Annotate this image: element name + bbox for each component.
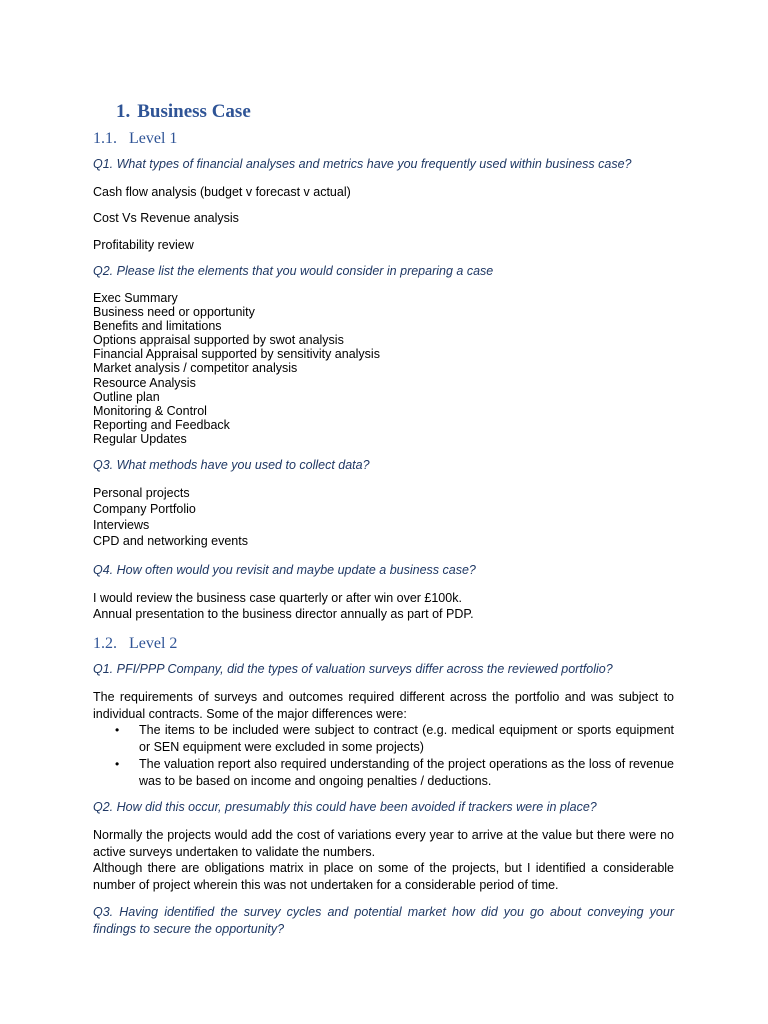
list-item: Monitoring & Control bbox=[93, 403, 207, 418]
list-item: Reporting and Feedback bbox=[93, 417, 230, 432]
level1-heading bbox=[93, 130, 177, 148]
bullet-icon: • bbox=[115, 757, 120, 771]
list-item: Regular Updates bbox=[93, 431, 187, 446]
level1-number: 1.1. bbox=[93, 130, 117, 147]
list-item: Company Portfolio bbox=[93, 502, 196, 516]
answer-line: I would review the business case quarterly or after win over £100k. bbox=[93, 591, 462, 605]
bullet-icon: • bbox=[115, 723, 120, 737]
section-number: 1. bbox=[116, 101, 131, 122]
section-title: Business Case bbox=[137, 101, 251, 122]
l1-q2-element-list bbox=[93, 291, 380, 446]
l2-q2-answer bbox=[93, 827, 674, 893]
bullet-text: The items to be included were subject to contract (e.g. medical equipment or sports equipment or SEN equipment were excluded in some projects) bbox=[139, 723, 674, 754]
level2-title: Level 2 bbox=[129, 635, 178, 652]
l1-q4-question: Q4. How often would you revisit and maybe update a business case? bbox=[93, 563, 476, 577]
list-item: CPD and networking events bbox=[93, 534, 248, 548]
list-item: Options appraisal supported by swot analysis bbox=[93, 333, 344, 348]
l1-q4-answer bbox=[93, 590, 474, 622]
list-item: Benefits and limitations bbox=[93, 319, 222, 334]
answer-line: Annual presentation to the business director annually as part of PDP. bbox=[93, 607, 474, 621]
l2-q1-question: Q1. PFI/PPP Company, did the types of valuation surveys differ across the reviewed portfolio? bbox=[93, 662, 613, 676]
l2-q2-question: Q2. How did this occur, presumably this could have been avoided if trackers were in place? bbox=[93, 800, 597, 814]
level2-heading bbox=[93, 635, 177, 653]
l1-q1-answer: Profitability review bbox=[93, 238, 194, 252]
answer-paragraph: Normally the projects would add the cost of variations every year to arrive at the value but there were no active surveys undertaken to validate the numbers. bbox=[93, 828, 674, 859]
bullet-item bbox=[93, 722, 674, 755]
l1-q3-question: Q3. What methods have you used to collect data? bbox=[93, 458, 370, 472]
l2-q1-bullet-list bbox=[93, 722, 674, 790]
l2-q1-intro: The requirements of surveys and outcomes required different across the portfolio and was subject to individual contracts. Some of the major differences were: bbox=[93, 690, 674, 721]
list-item: Financial Appraisal supported by sensitivity analysis bbox=[93, 347, 380, 362]
l1-q1-answer: Cost Vs Revenue analysis bbox=[93, 211, 239, 225]
bullet-text: The valuation report also required understanding of the project operations as the loss of revenue was to be based on income and ongoing penalties / deductions. bbox=[139, 757, 674, 788]
l1-q1-answer: Cash flow analysis (budget v forecast v actual) bbox=[93, 185, 351, 199]
list-item: Business need or opportunity bbox=[93, 305, 255, 320]
section-heading bbox=[116, 101, 251, 123]
list-item: Market analysis / competitor analysis bbox=[93, 361, 298, 376]
list-item: Personal projects bbox=[93, 486, 190, 500]
bullet-item bbox=[93, 756, 674, 789]
l1-q1-question: Q1. What types of financial analyses and metrics have you frequently used within business case? bbox=[93, 157, 632, 171]
level2-number: 1.2. bbox=[93, 635, 117, 652]
list-item: Outline plan bbox=[93, 389, 160, 404]
l1-q2-question: Q2. Please list the elements that you would consider in preparing a case bbox=[93, 264, 494, 278]
answer-paragraph: Although there are obligations matrix in place on some of the projects, but I identified a considerable number of project wherein this was not undertaken for a considerable period of time. bbox=[93, 861, 674, 892]
list-item: Exec Summary bbox=[93, 291, 178, 305]
l2-q3-question: Q3. Having identified the survey cycles and potential market how did you go about conveying your findings to secure the opportunity? bbox=[93, 905, 674, 936]
l1-q3-method-list bbox=[93, 485, 248, 549]
list-item: Resource Analysis bbox=[93, 375, 196, 390]
level1-title: Level 1 bbox=[129, 130, 178, 147]
list-item: Interviews bbox=[93, 518, 150, 532]
